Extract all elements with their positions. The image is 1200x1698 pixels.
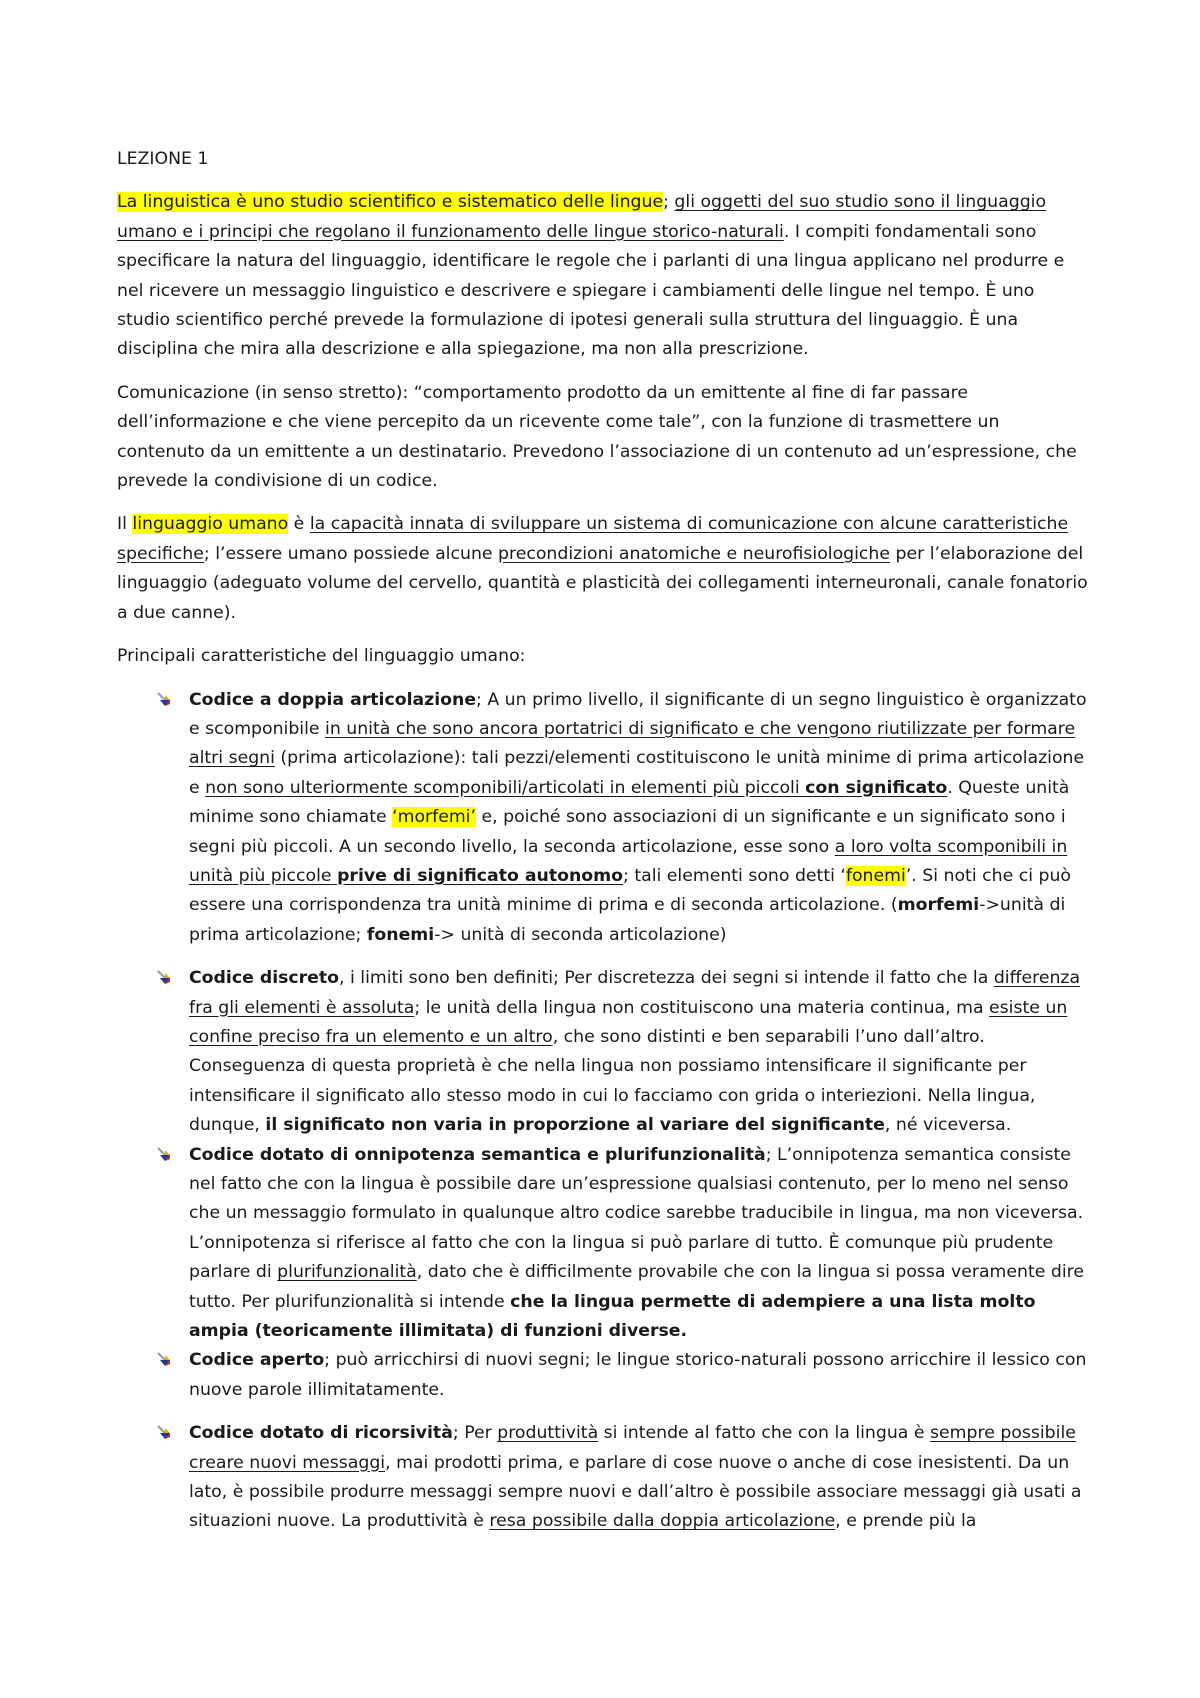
paragraph-linguaggio-umano: Il linguaggio umano è la capacità innata di sviluppare un sistema di comunicazione con alcune caratteristiche specifiche; l’essere umano possiede alcune precondizioni anatomiche e neurofisiologiche per l’elaborazione del linguaggio (adeguato volume del cervello, quantità e plasticità dei collegamenti interneuronali, canale fonatorio a due canne). [117,514,1088,623]
item-title: Codice a doppia articolazione [189,689,477,710]
list-item-onnipotenza-semantica: Codice dotato di onnipotenza semantica e plurifunzionalità; L’onnipotenza semantica consiste nel fatto che con la lingua è possibile dare un’espressione qualsiasi contenuto, per lo meno nel senso che un messaggio formulato in qualunque altro codice sarebbe traducibile in lingua, ma non viceversa. L’onnipotenza si riferisce al fatto che con la lingua si può parlare di tutto. È comunque più prudente parlare di plurifunzionalità, dato che è difficilmente provabile che con la lingua si possa veramente dire tutto. Per plurifunzionalità si intende che la lingua permette di adempiere a una lista molto ampia (teoricamente illimitata) di funzioni diverse. [117,1141,1092,1347]
lesson-title: LEZIONE 1 [117,149,209,169]
item-title: Codice aperto [189,1350,325,1371]
highlight-text: linguaggio umano [132,514,289,535]
highlight-text: fonemi [845,865,906,886]
bullet-arrow-icon [155,691,173,709]
paragraph-comunicazione: Comunicazione (in senso stretto): “comportamento prodotto da un emittente al fine di far passare dell’informazione e che viene percepito da un ricevente come tale”, con la funzione di trasmettere un contenuto da un emittente a un destinatario. Prevedono l’associazione di un contenuto ad un’espressione, che prevede la condivisione di un codice. [117,382,1077,492]
list-item-codice-aperto: Codice aperto; può arricchirsi di nuovi segni; le lingue storico-naturali possono arricchire il lessico con nuove parole illimitatamente. [117,1346,1092,1405]
bullet-arrow-icon [155,969,173,987]
item-title: Codice discreto [189,968,340,989]
item-title: Codice dotato di onnipotenza semantica e plurifunzionalità [189,1144,766,1165]
underlined-text: gli oggetti del suo studio sono il linguaggio umano e i principi che regolano il funzionamento delle lingue storico-naturali [117,192,1047,242]
item-title: Codice dotato di ricorsività [189,1423,453,1444]
bullet-arrow-icon [155,1351,173,1369]
underlined-text: precondizioni anatomiche e neurofisiologiche [498,543,890,564]
features-list [117,686,1092,1537]
paragraph-linguistica: La linguistica è uno studio scientifico e sistematico delle lingue; gli oggetti del suo studio sono il linguaggio umano e i principi che regolano il funzionamento delle lingue storico-naturali. I compiti fondamentali sono specificare la natura del linguaggio, identificare le regole che i parlanti di una lingua applicano nel produrre e nel ricevere un messaggio linguistico e descrivere e spiegare i cambiamenti delle lingue nel tempo. È uno studio scientifico perché prevede la formulazione di ipotesi generali sulla struttura del linguaggio. È una disciplina che mira alla descrizione e alla spiegazione, ma non alla prescrizione. [117,192,1065,360]
document-body [117,145,1092,1551]
paragraph-caratteristiche-intro: Principali caratteristiche del linguaggio umano: [117,646,526,667]
bullet-arrow-icon [155,1146,173,1164]
highlight-text: ‘morfemi’ [392,807,476,828]
list-item-codice-discreto: Codice discreto, i limiti sono ben definiti; Per discretezza dei segni si intende il fatto che la differenza fra gli elementi è assoluta; le unità della lingua non costituiscono una materia continua, ma esiste un confine preciso fra un elemento e un altro, che sono distinti e ben separabili l’uno dall’altro. Conseguenza di questa proprietà è che nella lingua non possiamo intensificare il significante per intensificare il significato allo stesso modo in cui lo facciamo con grida o interiezioni. Nella lingua, dunque, il significato non varia in proporzione al variare del significante, né viceversa. [117,964,1092,1140]
list-item-doppia-articolazione: Codice a doppia articolazione; A un primo livello, il significante di un segno linguistico è organizzato e scomponibile in unità che sono ancora portatrici di significato e che vengono riutilizzate per formare altri segni (prima articolazione): tali pezzi/elementi costituiscono le unità minime di prima articolazione e non sono ulteriormente scomponibili/articolati in elementi più piccoli con significato. Queste unità minime sono chiamate ‘morfemi’ e, poiché sono associazioni di un significante e un significato sono i segni più piccoli. A un secondo livello, la seconda articolazione, esse sono a loro volta scomponibili in unità più piccole prive di significato autonomo; tali elementi sono detti ‘fonemi’. Si noti che ci può essere una corrispondenza tra unità minime di prima e di seconda articolazione. (morfemi->unità di prima articolazione; fonemi-> unità di seconda articolazione) [117,686,1092,951]
highlight-text: La linguistica è uno studio scientifico e sistematico delle lingue [117,192,664,213]
bullet-arrow-icon [155,1424,173,1442]
list-item-ricorsivita: Codice dotato di ricorsività; Per produttività si intende al fatto che con la lingua è sempre possibile creare nuovi messaggi, mai prodotti prima, e parlare di cose nuove o anche di cose inesistenti. Da un lato, è possibile produrre messaggi sempre nuovi e dall’altro è possibile associare messaggi già usati a situazioni nuove. La produttività è resa possibile dalla doppia articolazione, e prende più la [117,1419,1092,1537]
underlined-text: la capacità innata di sviluppare un sistema di comunicazione con alcune caratteristiche specifiche [117,514,1069,564]
